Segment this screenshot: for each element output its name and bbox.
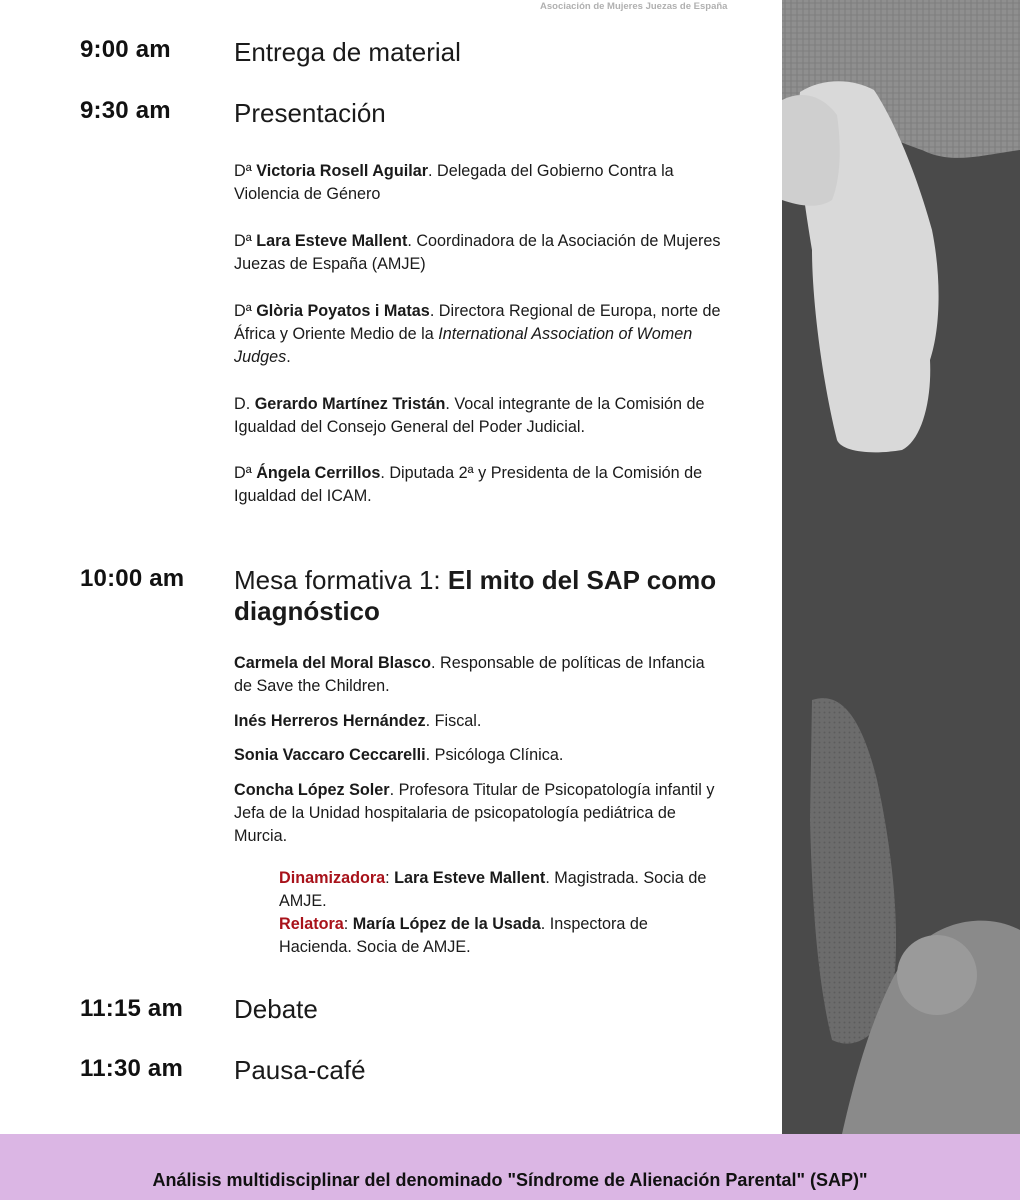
- organization-header: Asociación de Mujeres Juezas de España: [540, 1, 728, 12]
- panelist-vaccaro: Sonia Vaccaro Ceccarelli. Psicóloga Clínica.: [234, 746, 564, 764]
- time-1115: 11:15 am: [80, 995, 184, 1022]
- panelist-herreros: Inés Herreros Hernández. Fiscal.: [234, 712, 482, 730]
- session-title-entrega: Entrega de material: [234, 37, 461, 67]
- decorative-art-panel: [782, 0, 1020, 1134]
- time-1130: 11:30 am: [80, 1055, 184, 1082]
- time-0900: 9:00 am: [80, 36, 171, 63]
- time-0930: 9:30 am: [80, 97, 171, 124]
- session-title-debate: Debate: [234, 994, 318, 1024]
- session-title-presentacion: Presentación: [234, 98, 386, 128]
- footer-title: Análisis multidisciplinar del denominado "Síndrome de Alienación Parental" (SAP)": [152, 1170, 868, 1190]
- speaker-esteve: Dª Lara Esteve Mallent. Coordinadora de la Asociación de Mujeres Juezas de España (AMJE): [234, 232, 721, 273]
- speaker-rosell: Dª Victoria Rosell Aguilar. Delegada del Gobierno Contra la Violencia de Género: [234, 162, 674, 203]
- footer-band: [0, 1134, 1020, 1200]
- speaker-poyatos: Dª Glòria Poyatos i Matas. Directora Regional de Europa, norte de África y Oriente Medio de la International Association of Women Judges.: [234, 302, 721, 366]
- speaker-cerrillos: Dª Ángela Cerrillos. Diputada 2ª y Presidenta de la Comisión de Igualdad del ICAM.: [234, 464, 703, 505]
- session-title-mesa1: Mesa formativa 1: El mito del SAP como diagnóstico: [234, 565, 717, 626]
- session-title-pausa: Pausa-café: [234, 1055, 366, 1085]
- dinamizadora: Dinamizadora: Lara Esteve Mallent. Magistrada. Socia de AMJE.: [279, 869, 707, 910]
- light-figure-arm-shape: [782, 95, 840, 206]
- panelist-lopez-soler: Concha López Soler. Profesora Titular de Psicopatología infantil y Jefa de la Unidad hospitalaria de psicopatología pediátrica de Murcia.: [234, 781, 715, 845]
- gray-round-shape: [897, 935, 977, 1015]
- panelist-moral: Carmela del Moral Blasco. Responsable de políticas de Infancia de Save the Children.: [234, 654, 705, 695]
- speaker-martinez: D. Gerardo Martínez Tristán. Vocal integrante de la Comisión de Igualdad del Consejo General del Poder Judicial.: [234, 395, 705, 436]
- relatora: Relatora: María López de la Usada. Inspectora de Hacienda. Socia de AMJE.: [279, 915, 648, 956]
- time-1000: 10:00 am: [80, 565, 185, 592]
